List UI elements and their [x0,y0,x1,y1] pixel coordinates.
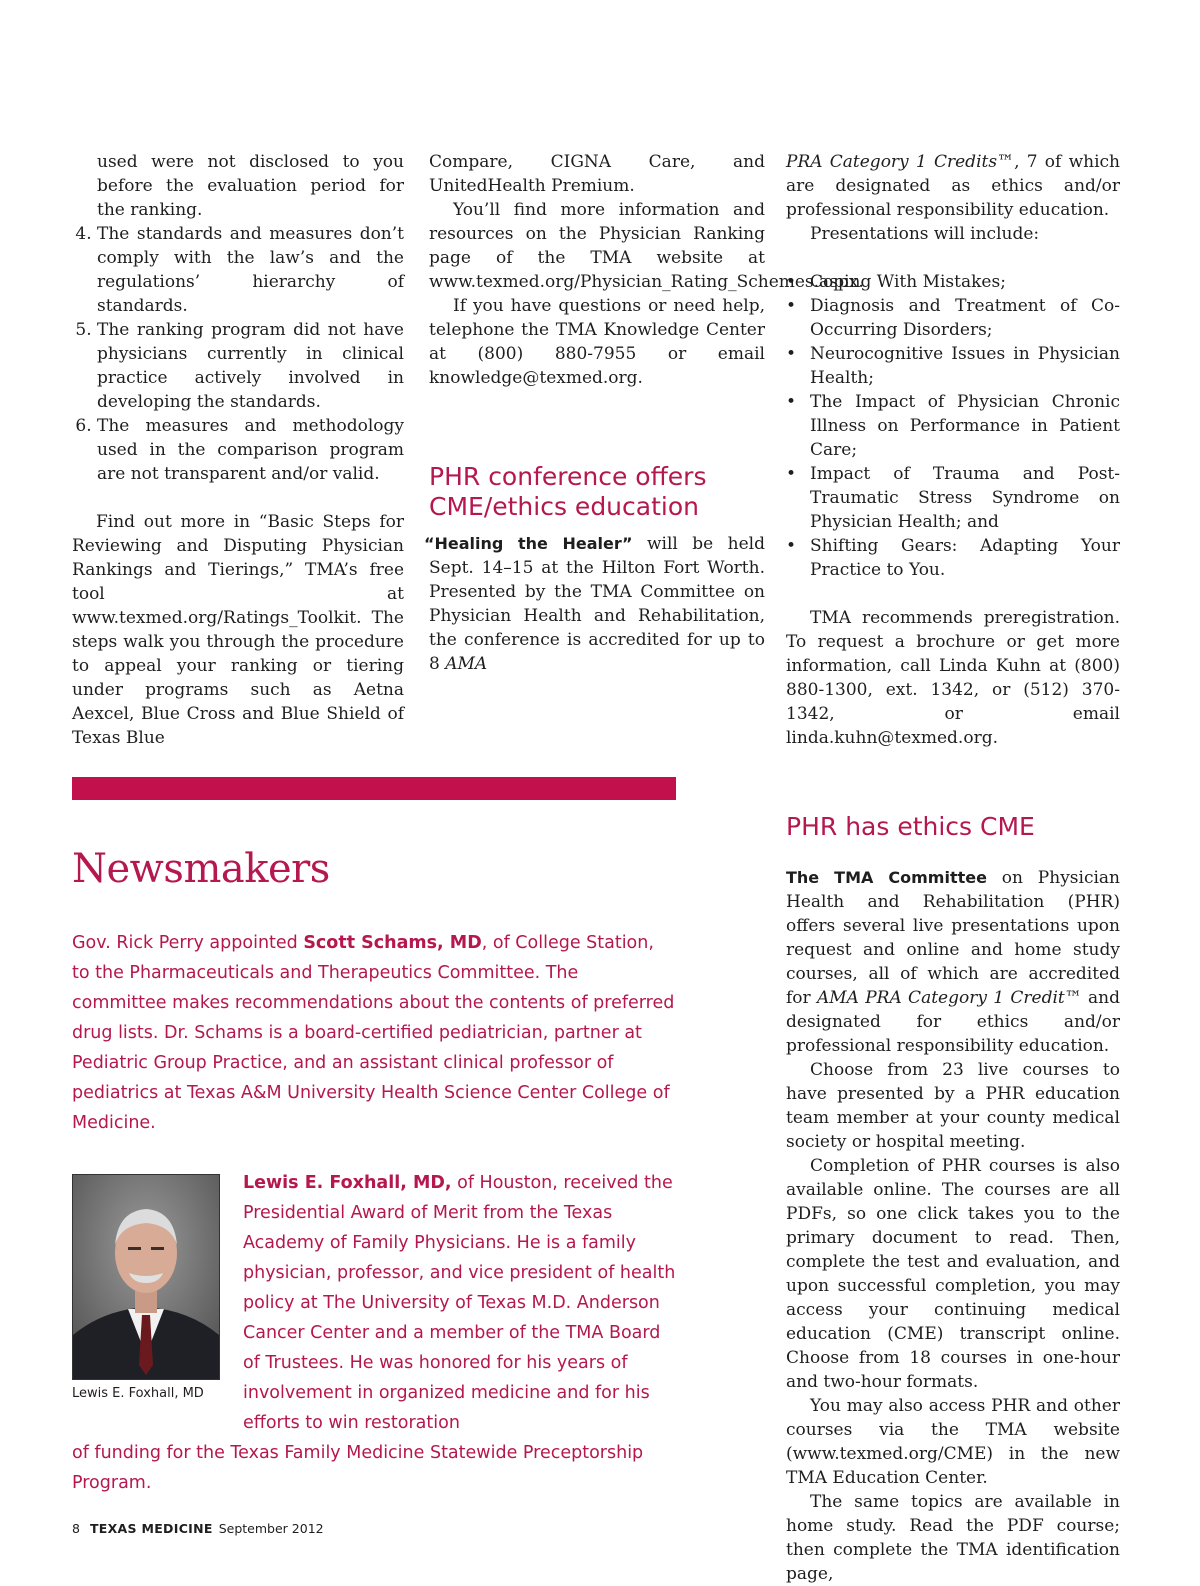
list-item: 4. The standards and measures don’t comply with the law’s and the regulations’ hierarchy of standards. [97,222,404,318]
list-item: • Neurocognitive Issues in Physician Health; [810,342,1120,390]
column-3 [786,150,1120,1586]
section-heading: PHR conference offers CME/ethics education [429,462,707,521]
person-name: Scott Schams, MD [303,933,482,953]
list-item: • Shifting Gears: Adapting Your Practice to You. [810,534,1120,582]
paragraph-text: , 7 of which are designated as ethics and/or professional responsibility education. [786,152,1120,220]
page-footer [72,1521,324,1536]
paragraph: If you have questions or need help, telephone the TMA Knowledge Center at (800) 880-7955 or email knowledge@texmed.org. [429,296,765,388]
paragraph [786,150,1120,222]
list-item: • The Impact of Physician Chronic Illness on Performance in Patient Care; [810,390,1120,462]
paragraph: Completion of PHR courses is also available online. The courses are all PDFs, so one click takes you to the primary document to read. Then, complete the test and evaluation, and upon successful completion, you may access your continuing medical education (CME) transcript online. Choose from 18 courses in one-hour and two-hour formats. [786,1156,1120,1392]
paragraph: Compare, CIGNA Care, and UnitedHealth Premium. [429,152,765,196]
section-divider-bar [72,777,676,800]
numbered-list [72,222,404,486]
paragraph: You may also access PHR and other courses via the TMA website (www.texmed.org/CME) in the new TMA Education Center. [786,1396,1120,1488]
list-item-tail: used were not disclosed to you before the evaluation period for the ranking. [97,152,404,220]
magazine-name: TEXAS MEDICINE [89,1521,213,1536]
paragraph: Presentations will include: [810,224,1040,244]
issue-date: September 2012 [218,1521,324,1536]
portrait-illustration [73,1175,219,1379]
paragraph: Find out more in “Basic Steps for Reviewing and Disputing Physician Rankings and Tierings,” TMA’s free tool at www.texmed.org/Ratings_Toolkit. The steps walk you through the procedure to appeal your ranking or tiering under programs such as Aetna Aexcel, Blue Cross and Blue Shield of Texas Blue [72,512,404,748]
paragraph [786,866,1120,1058]
paragraph-text: Gov. Rick Perry appointed [72,933,304,953]
paragraph [243,1168,676,1438]
italic-text: AMA PRA Category 1 Credit™ [816,988,1082,1008]
newsmaker-item-continued [72,1438,676,1498]
paragraph: Choose from 23 live courses to have presented by a PHR education team member at your county medical society or hospital meeting. [786,1060,1120,1152]
portrait-photo [72,1174,220,1380]
newsmaker-item [72,928,676,1138]
list-item: • Impact of Trauma and Post-Traumatic Stress Syndrome on Physician Health; and [810,462,1120,534]
paragraph-text: , of College Station, to the Pharmaceuticals and Therapeutics Committee. The committee makes recommendations about the contents of preferred drug lists. Dr. Schams is a board-certified pediatrician, partner at Pediatric Group Practice, and an assistant clinical professor of pediatrics at Texas A&M University Health Science Center College of Medicine. [72,933,675,1133]
committee-name: The TMA Committee [786,868,987,887]
paragraph: of funding for the Texas Family Medicine Statewide Preceptorship Program. [72,1443,644,1493]
paragraph: TMA recommends preregistration. To request a brochure or get more information, call Linda Kuhn at (800) 880-1300, ext. 1342, or (512) 370-1342, or email linda.kuhn@texmed.org. [786,608,1120,748]
paragraph [72,928,676,1138]
paragraph-text: and designated for ethics and/or professional responsibility education. [786,988,1120,1056]
person-name: Lewis E. Foxhall, MD, [243,1173,452,1193]
paragraph [424,532,765,676]
section-title: Newsmakers [72,846,330,892]
column-1 [72,150,404,750]
photo-caption: Lewis E. Foxhall, MD [72,1386,204,1401]
paragraph-text: will be held Sept. 14–15 at the Hilton Fort Worth. Presented by the TMA Committee on Physician Health and Rehabilitation, the conference is accredited for up to 8 [429,534,765,674]
column-2 [424,150,864,676]
paragraph: You’ll find more information and resources on the Physician Ranking page of the TMA website at www.texmed.org/Physician_Rating_Schemes.aspx. [429,200,864,292]
italic-text: PRA Category 1 Credits™ [786,152,1015,172]
bullet-list [786,270,1120,582]
list-item: • Diagnosis and Treatment of Co-Occurring Disorders; [810,294,1120,342]
paragraph: The same topics are available in home study. Read the PDF course; then complete the TMA identification page, [786,1492,1120,1584]
section-heading: PHR has ethics CME [786,812,1035,841]
newsmaker-item [243,1168,676,1438]
event-name: “Healing the Healer” [424,534,633,553]
list-item: 5. The ranking program did not have physicians currently in clinical practice actively involved in developing the standards. [97,318,404,414]
page-number: 8 [72,1521,80,1536]
list-item: 6. The measures and methodology used in the comparison program are not transparent and/or valid. [97,414,404,486]
italic-text: AMA [445,654,488,674]
paragraph-text: of Houston, received the Presidential Award of Merit from the Texas Academy of Family Physicians. He is a family physician, professor, and vice president of health policy at The University of Texas M.D. Anderson Cancer Center and a member of the TMA Board of Trustees. He was honored for his years of involvement in organized medicine and for his efforts to win restoration [243,1173,676,1433]
paragraph-text: on Physician Health and Rehabilitation (PHR) offers several live presentations upon request and online and home study courses, all of which are accredited for [786,868,1121,1008]
list-item: • Coping With Mistakes; [810,270,1120,294]
